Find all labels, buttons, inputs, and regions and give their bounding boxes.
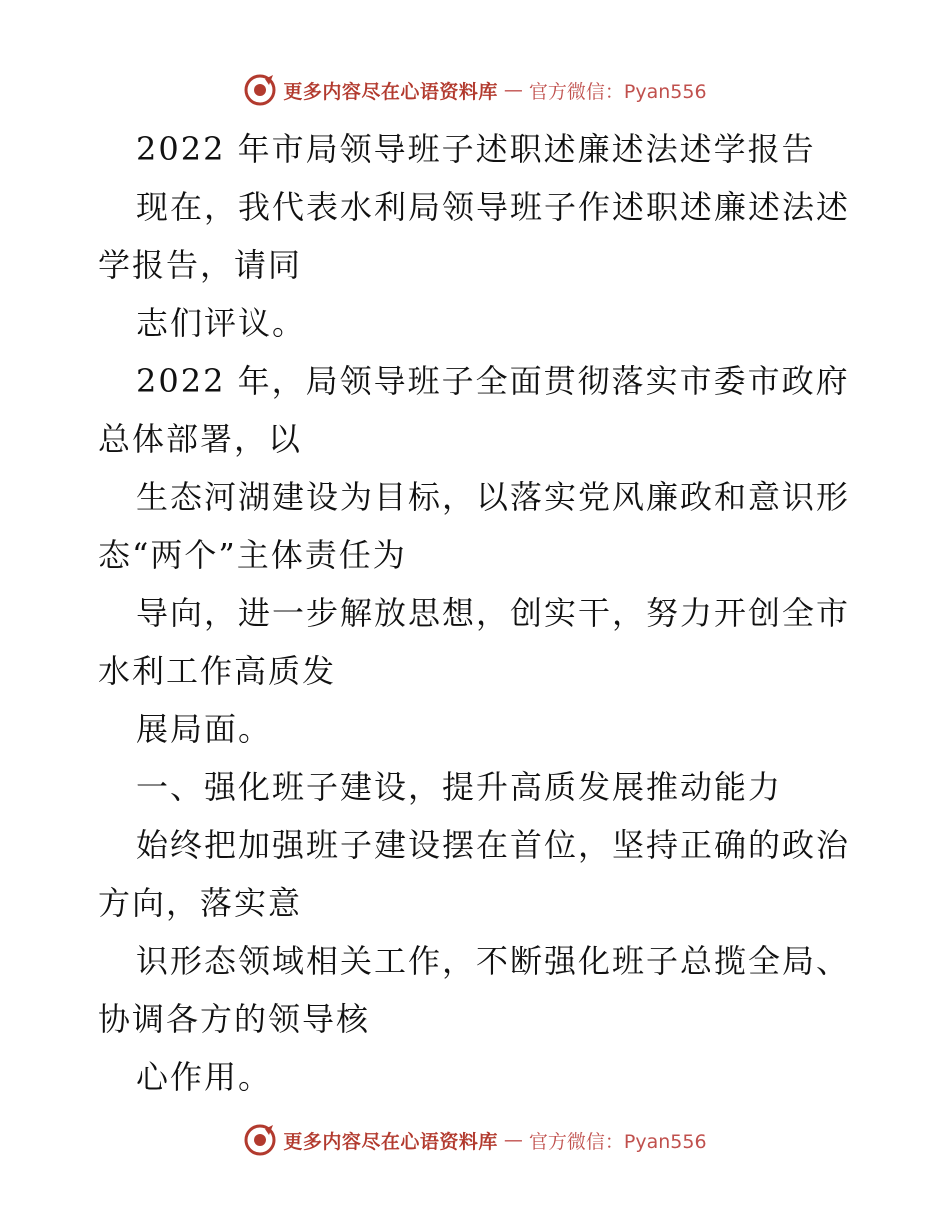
- watermark-contact: 官方微信：Pyan556: [528, 80, 707, 103]
- paragraph-line: 识形态领域相关工作，不断强化班子总揽全局、: [136, 942, 851, 980]
- watermark-contact: 官方微信：Pyan556: [528, 1130, 707, 1153]
- paragraph-line: 态“两个”主体责任为: [98, 536, 407, 574]
- paragraph-line: 水利工作高质发: [98, 652, 337, 690]
- watermark-brand: 更多内容尽在心语资料库: [283, 80, 498, 103]
- header-watermark: [0, 70, 950, 110]
- footer-watermark: [0, 1120, 950, 1160]
- paragraph-line: 展局面。: [136, 710, 273, 748]
- quill-seal-icon: [243, 73, 277, 107]
- paragraph-line: 始终把加强班子建设摆在首位，坚持正确的政治: [136, 826, 851, 864]
- document-body: [98, 120, 858, 1106]
- paragraph-line: 志们评议。: [136, 304, 307, 342]
- paragraph-line: 导向，进一步解放思想，创实干，努力开创全市: [136, 594, 851, 632]
- paragraph-line: 心作用。: [136, 1058, 273, 1096]
- paragraph-line: 学报告，请同: [98, 246, 303, 284]
- watermark-brand: 更多内容尽在心语资料库: [283, 1130, 498, 1153]
- paragraph-line: 方向，落实意: [98, 884, 303, 922]
- paragraph-line: 协调各方的领导核: [98, 1000, 371, 1038]
- paragraph-line: 2022 年，局领导班子全面贯彻落实市委市政府: [136, 362, 850, 400]
- document-title: 2022 年市局领导班子述职述廉述法述学报告: [136, 130, 816, 168]
- paragraph-line: 生态河湖建设为目标，以落实党风廉政和意识形: [136, 478, 851, 516]
- watermark-separator: —: [503, 1129, 523, 1151]
- section-heading: 一、强化班子建设，提升高质发展推动能力: [136, 768, 783, 806]
- quill-seal-icon: [243, 1123, 277, 1157]
- paragraph-line: 现在，我代表水利局领导班子作述职述廉述法述: [136, 188, 851, 226]
- watermark-separator: —: [503, 79, 523, 101]
- paragraph-line: 总体部署，以: [98, 420, 303, 458]
